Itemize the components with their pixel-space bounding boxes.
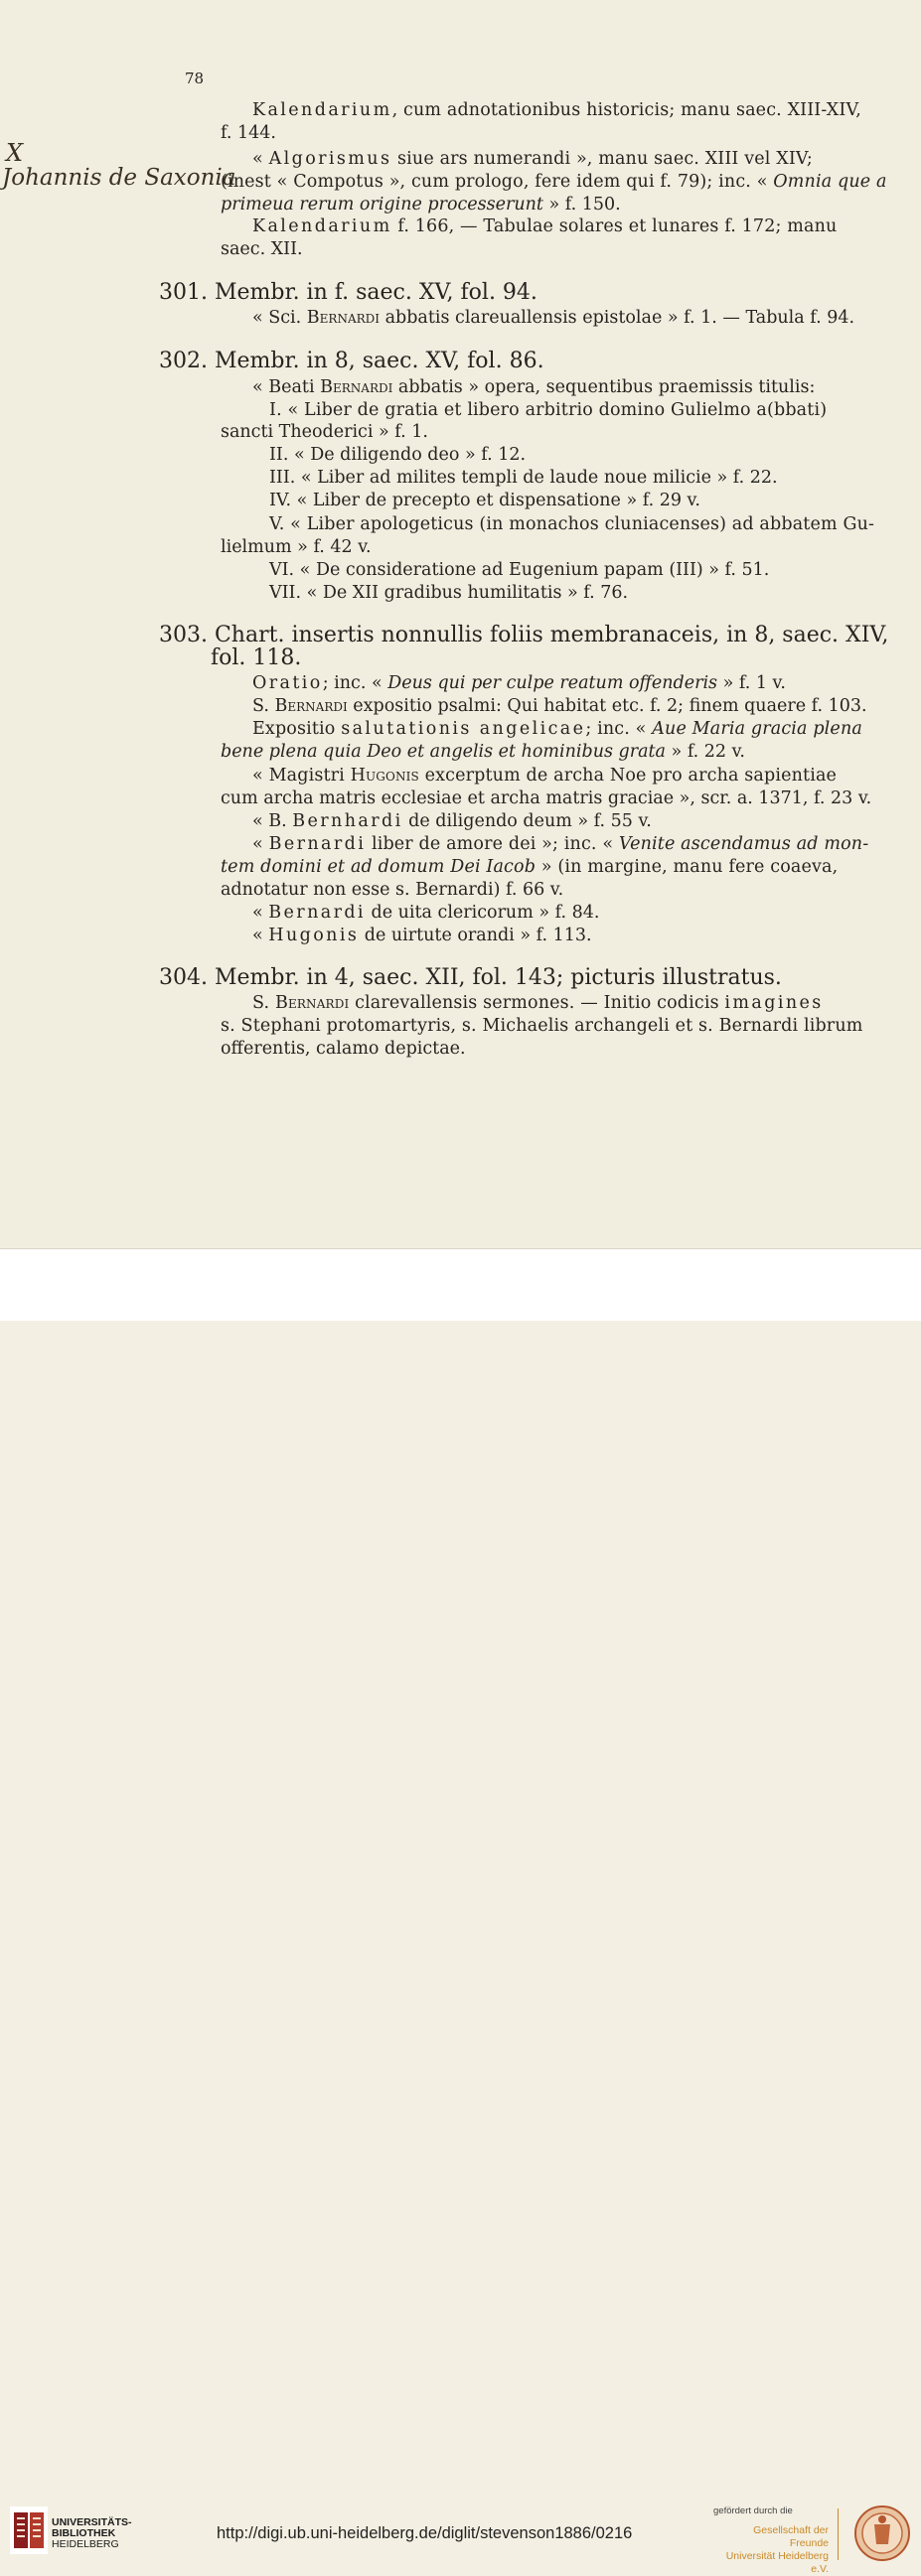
library-name-line3: HEIDELBERG <box>52 2538 119 2550</box>
text-segment: liber de amore dei »; inc. « <box>366 834 619 854</box>
text-line <box>252 148 813 170</box>
text-segment: excerptum de archa Noe pro archa sapientiae <box>418 766 838 786</box>
text-segment: de uita clericorum » f. 84. <box>365 903 600 923</box>
text-segment: III. « Liber ad milites templi de laude noue milicie » f. 22. <box>269 468 778 488</box>
footer-bar <box>0 1248 921 2575</box>
text-segment: IV. « Liber de precepto et dispensatione » f. 29 v. <box>269 491 700 510</box>
text-line <box>221 787 871 809</box>
text-line <box>221 536 372 558</box>
divider <box>838 2508 839 2560</box>
text-segment: f. 166, — Tabulae solares et lunares f. 172; manu <box>391 216 838 236</box>
text-line <box>221 238 303 260</box>
text-segment: offerentis, calamo depictae. <box>221 1039 466 1059</box>
text-segment: S. <box>252 696 275 716</box>
text-segment: Bernardi <box>274 696 348 716</box>
text-segment: cum archa matris ecclesiae et archa matris graciae », scr. a. 1371, f. 23 v. <box>221 788 872 808</box>
text-segment: f. 144. <box>221 123 276 143</box>
page-number: 78 <box>185 70 205 87</box>
text-segment: siue ars numerandi », manu saec. XIII vel XIV; <box>391 149 813 169</box>
text-line <box>221 1015 862 1037</box>
library-name-line1: UNIVERSITÄTS- <box>52 2516 132 2528</box>
text-segment: imagines <box>724 993 824 1013</box>
scanned-page <box>0 0 921 1248</box>
entry-heading-303-cont <box>211 645 301 671</box>
sponsor-name <box>715 2524 829 2576</box>
text-segment: « <box>252 149 269 169</box>
sponsor-line1: Gesellschaft der Freunde <box>753 2524 829 2549</box>
text-segment: II. « De diligendo deo » f. 12. <box>269 445 527 465</box>
sponsor-line2: Universität Heidelberg e.V. <box>725 2550 829 2575</box>
marginal-note: Johannis de Saxonia <box>2 165 236 191</box>
text-segment: s. Stephani protomartyris, s. Michaelis archangeli et s. Bernardi librum <box>221 1016 863 1036</box>
text-segment: Oratio <box>252 673 323 693</box>
text-line <box>252 765 837 787</box>
text-segment: Bernardi <box>320 377 393 397</box>
text-segment: VII. « De XII gradibus humilitatis » f. 76. <box>269 583 629 603</box>
text-segment: tem domini et ad domum Dei Iacob <box>221 857 537 877</box>
text-segment: « <box>252 926 269 945</box>
text-segment: 302. Membr. in 8, saec. XV, fol. 86. <box>159 349 544 373</box>
entry-heading-301 <box>159 280 537 306</box>
text-segment: I. « Liber de gratia et libero arbitrio domino Gulielmo a(bbati) <box>269 400 828 420</box>
text-segment: , cum adnotationibus historicis; manu saec. XIII-XIV, <box>391 100 861 120</box>
university-seal-icon <box>852 2504 912 2562</box>
text-line <box>221 741 745 763</box>
text-line <box>252 810 652 832</box>
text-line <box>221 421 428 443</box>
text-line <box>252 992 824 1014</box>
text-segment: » f. 22 v. <box>665 742 745 762</box>
text-line <box>252 833 868 855</box>
text-segment: « Magistri <box>252 766 351 786</box>
marginal-cross: X <box>6 139 24 167</box>
text-line <box>252 215 837 237</box>
entry-heading-302 <box>159 349 544 374</box>
text-segment: abbatis » opera, sequentibus praemissis titulis: <box>392 377 816 397</box>
text-line <box>252 307 854 329</box>
text-segment: primeua rerum origine processerunt <box>221 195 543 215</box>
text-segment: Aue Maria gracia plena <box>652 719 862 739</box>
text-segment: (inest « Compotus », cum prologo, fere idem qui f. 79); inc. « <box>221 172 774 192</box>
text-segment: « B. <box>252 811 293 831</box>
text-segment: Bernardi <box>306 308 381 328</box>
text-segment: Omnia que a <box>773 172 887 192</box>
text-line <box>252 902 599 924</box>
text-segment: Venite ascendamus ad mon- <box>618 834 869 854</box>
text-segment: Bernardi <box>268 903 366 923</box>
text-segment: Bernardi <box>268 834 367 854</box>
text-segment: Bernhardi <box>292 811 403 831</box>
entry-heading-304 <box>159 965 782 991</box>
text-segment: lielmum » f. 42 v. <box>221 537 372 557</box>
text-segment: Bernardi <box>274 993 350 1013</box>
text-segment: Algorismus <box>268 149 392 169</box>
text-segment: ; inc. « <box>585 719 653 739</box>
text-segment: abbatis clareuallensis epistolae » f. 1. — Tabula f. 94. <box>380 308 855 328</box>
text-line <box>252 99 861 121</box>
text-line <box>269 559 769 581</box>
text-segment: V. « Liber apologeticus (in monachos cluniacenses) ad abbatem Gu- <box>269 514 875 534</box>
text-line <box>252 376 815 398</box>
text-segment: 303. Chart. insertis nonnullis foliis membranaceis, in 8, saec. XIV, <box>159 623 889 647</box>
text-segment: S. <box>252 993 275 1013</box>
library-name <box>52 2517 132 2550</box>
text-line <box>269 513 874 535</box>
text-segment: 304. Membr. in 4, saec. XII, fol. 143; picturis illustratus. <box>159 965 782 990</box>
text-line <box>221 1038 466 1060</box>
text-segment: de uirtute orandi » f. 113. <box>359 926 592 945</box>
text-segment: » f. 1 v. <box>717 673 786 693</box>
text-line <box>221 122 276 144</box>
text-segment: » (in margine, manu fere coaeva, <box>536 857 839 877</box>
text-line <box>269 490 700 511</box>
text-segment: bene plena quia Deo et angelis et hominibus grata <box>221 742 666 762</box>
text-segment: Hugonis <box>350 766 419 786</box>
text-segment: Hugonis <box>268 926 360 945</box>
text-line <box>252 718 862 740</box>
text-segment: « Beati <box>252 377 321 397</box>
text-segment: Deus qui per culpe reatum offenderis <box>387 673 718 693</box>
source-url[interactable]: http://digi.ub.uni-heidelberg.de/diglit/stevenson1886/0216 <box>217 2524 633 2542</box>
text-segment: salutationis angelicae <box>341 719 586 739</box>
text-line <box>221 856 838 878</box>
text-segment: sancti Theoderici » f. 1. <box>221 422 428 442</box>
text-segment: expositio psalmi: Qui habitat etc. f. 2; finem quaere f. 103. <box>347 696 867 716</box>
text-segment: de diligendo deum » f. 55 v. <box>402 811 652 831</box>
library-name-line2: BIBLIOTHEK <box>52 2527 116 2539</box>
text-segment: 301. Membr. in f. saec. XV, fol. 94. <box>159 280 537 305</box>
text-line <box>269 467 778 489</box>
text-segment: « <box>252 834 269 854</box>
text-segment: saec. XII. <box>221 239 303 259</box>
text-line <box>221 879 563 901</box>
funded-by-label: gefördert durch die <box>713 2505 793 2516</box>
text-segment: ; inc. « <box>322 673 388 693</box>
text-line <box>221 171 887 193</box>
text-line <box>269 399 827 421</box>
library-logo-icon <box>10 2506 48 2554</box>
text-line <box>269 582 628 604</box>
text-segment: fol. 118. <box>211 645 302 670</box>
text-segment: VI. « De consideratione ad Eugenium papam (III) » f. 51. <box>269 560 770 580</box>
text-segment: Kalendarium <box>252 100 392 120</box>
text-line <box>252 695 867 717</box>
text-segment: adnotatur non esse s. Bernardi) f. 66 v. <box>221 880 564 900</box>
text-line <box>269 444 526 466</box>
text-segment: clarevallensis sermones. — Initio codicis <box>349 993 725 1013</box>
text-segment: Kalendarium <box>252 216 392 236</box>
text-line <box>252 925 592 946</box>
text-line <box>221 194 621 215</box>
text-segment: » f. 150. <box>542 195 621 215</box>
text-segment: « <box>252 903 269 923</box>
text-segment: Expositio <box>252 719 342 739</box>
text-line <box>252 672 786 694</box>
text-segment: « Sci. <box>252 308 307 328</box>
